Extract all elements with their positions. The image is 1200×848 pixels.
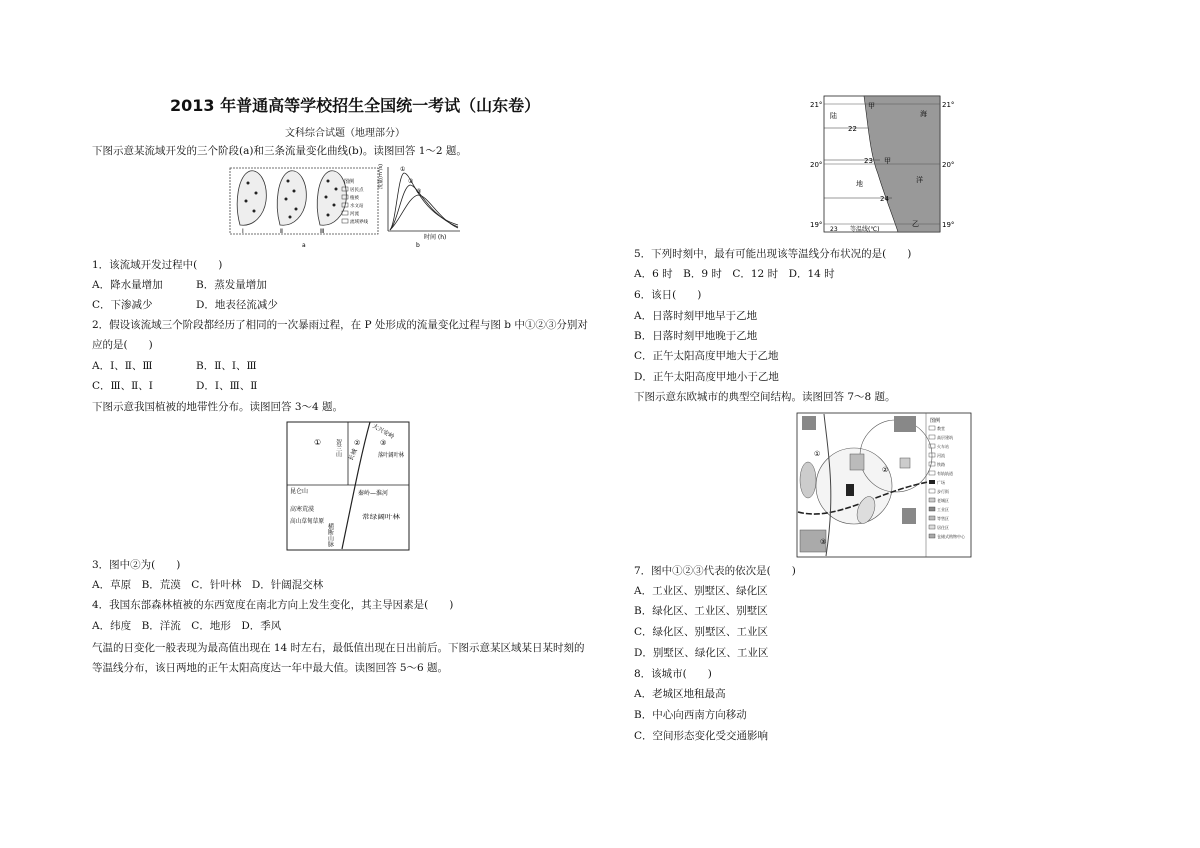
region-2: ② (354, 439, 361, 447)
label-luoye: 落叶阔叶林 (378, 452, 409, 459)
q8-opt-c: C．空间形态变化受交通影响 (634, 730, 769, 742)
intro-q3-4: 下图示意我国植被的地带性分布。读图回答 3～4 题。 (92, 401, 344, 413)
label-kunlun: 昆仑山 (290, 488, 309, 495)
city-marker-1: ① (814, 450, 821, 458)
label-gaoshan: 高山草甸草原 (290, 518, 327, 525)
q5: 5．下列时刻中，最有可能出现该等温线分布状况的是( ) (634, 248, 912, 260)
label-changlv: 常绿阔叶林 (362, 514, 393, 521)
q2-line1: 2．假设该流域三个阶段都经历了相同的一次暴雨过程，在 P 处形成的流量变化过程与图 b 中①②③分别对 (92, 319, 588, 331)
city-marker-3: ③ (820, 538, 827, 546)
label-daxinganling: 大兴安岭 (371, 422, 396, 441)
legend-title-a: 图例 (344, 179, 355, 185)
label-changcheng: 长城 (347, 447, 359, 462)
legend-iso-val: 23 (830, 226, 838, 233)
q2-opt-a: A．Ⅰ、Ⅱ、Ⅲ (92, 360, 153, 372)
q6-opt-a: A．日落时刻甲地早于乙地 (634, 310, 758, 322)
intro-q1-2: 下图示意某流域开发的三个阶段(a)和三条流量变化曲线(b)。读图回答 1～2 题。 (92, 145, 467, 157)
intro-q5-6-line2: 等温线分布，该日两地的正午太阳高度达一年中最大值。读图回答 5～6 题。 (92, 662, 449, 674)
city-legend-13: 仓储式购物中心 (937, 534, 965, 539)
region-3: ③ (380, 439, 387, 447)
q1-opt-b: B．蒸发量增加 (196, 279, 267, 291)
region-1: ① (314, 438, 322, 447)
label-helanshan: 贺兰山 (334, 439, 342, 457)
city-legend-7: 广场 (937, 480, 945, 485)
label-hai: 海 (920, 110, 927, 118)
q2-line2: 应的是( ) (92, 339, 153, 351)
city-legend-9: 老城区 (937, 498, 949, 503)
city-marker-2: ② (882, 466, 889, 474)
city-legend-4: 河流 (937, 453, 945, 458)
stage-1: Ⅰ (242, 228, 244, 235)
label-di: 地 (856, 180, 863, 188)
q3: 3．图中②为( ) (92, 559, 181, 571)
q5-opts: A．6 时 B．9 时 C．12 时 D．14 时 (634, 268, 835, 280)
lat-20-right: 20° (942, 161, 955, 169)
city-legend-6: 有轨轨道 (937, 471, 953, 476)
legend-item-3: 水文站 (350, 204, 364, 209)
label-lu: 陆 (830, 112, 837, 120)
q1-opt-a: A．降水量增加 (92, 279, 163, 291)
page-subtitle: 文科综合试题（地理部分） (285, 128, 405, 139)
q4: 4．我国东部森林植被的东西宽度在南北方向上发生变化，其主导因素是( ) (92, 599, 454, 611)
city-legend-3: 火车站 (937, 444, 949, 449)
city-legend-2: 高层建筑 (937, 435, 953, 440)
legend-item-1: 居民点 (350, 188, 364, 193)
figure-city (796, 412, 972, 558)
label-b: b (416, 242, 420, 249)
label-jia: 甲 (868, 102, 875, 110)
page-title: 2013 年普通高等学校招生全国统一考试（山东卷） (170, 96, 541, 115)
label-yang: 洋 (916, 176, 923, 184)
q6-opt-b: B．日落时刻甲地晚于乙地 (634, 330, 758, 342)
q2-opt-b: B．Ⅱ、Ⅰ、Ⅲ (196, 360, 257, 372)
intro-q5-6-line1: 气温的日变化一般表现为最高值出现在 14 时左右，最低值出现在日出前后。下图示意某区域某日某时刻的 (92, 642, 585, 654)
q1-opt-c: C．下渗减少 (92, 299, 153, 311)
q2-opt-c: C．Ⅲ、Ⅱ、Ⅰ (92, 380, 153, 392)
q6-opt-d: D．正午太阳高度甲地小于乙地 (634, 371, 779, 383)
label-gaohan: 高寒荒漠 (290, 506, 315, 513)
iso-22: 22 (848, 125, 857, 133)
q7: 7．图中①②③代表的依次是( ) (634, 565, 796, 577)
q7-opt-a: A．工业区、别墅区、绿化区 (634, 585, 768, 597)
label-hengduan: 横断山脉 (326, 523, 334, 547)
stage-2: Ⅱ (280, 228, 283, 235)
city-legend-11: 等售区 (937, 516, 949, 521)
legend-item-5: 流域界线 (350, 220, 368, 225)
y-axis-label: 流量(m³/s) (378, 163, 384, 189)
curve-3: ③ (416, 188, 422, 195)
figure-vegetation (286, 421, 410, 551)
legend-item-2: 植被 (350, 196, 359, 201)
city-legend-8: 步行街 (937, 489, 949, 494)
curve-2: ② (408, 178, 414, 185)
city-legend-12: 居住区 (937, 525, 949, 530)
legend-iso: 等温线(℃) (850, 226, 880, 233)
q4-opts: A．纬度 B．洋流 C．地形 D．季风 (92, 620, 282, 632)
label-a: a (302, 242, 306, 249)
x-axis-label: 时间 (h) (424, 234, 447, 241)
q6-opt-c: C．正午太阳高度甲地大于乙地 (634, 350, 779, 362)
label-yi: 乙 (912, 220, 919, 228)
lat-19-left: 19° (810, 221, 823, 229)
lat-21-left: 21° (810, 101, 823, 109)
figure-watershed (228, 163, 464, 251)
q7-opt-b: B．绿化区、工业区、别墅区 (634, 605, 768, 617)
figure-isotherm (808, 94, 958, 236)
lat-20-left: 20° (810, 161, 823, 169)
city-legend-10: 工业区 (937, 507, 949, 512)
q8-opt-b: B．中心向西南方向移动 (634, 709, 747, 721)
legend-item-4: 河流 (350, 212, 359, 217)
q1-opt-d: D．地表径流减少 (196, 299, 278, 311)
q1: 1．该流域开发过程中( ) (92, 259, 223, 271)
curve-1: ① (400, 166, 406, 173)
intro-q7-8: 下图示意东欧城市的典型空间结构。读图回答 7～8 题。 (634, 391, 896, 403)
lat-21-right: 21° (942, 101, 955, 109)
q3-opts: A．草原 B．荒漠 C．针叶林 D．针阔混交林 (92, 579, 324, 591)
city-legend-title: 图例 (930, 418, 941, 424)
label-qinling: 秦岭—淮河 (358, 490, 389, 497)
q7-opt-c: C．绿化区、别墅区、工业区 (634, 626, 769, 638)
iso-24: 24 (880, 195, 889, 203)
stage-3: Ⅲ (320, 228, 325, 235)
city-legend-5: 铁路 (937, 462, 945, 467)
q8-opt-a: A．老城区地租最高 (634, 688, 726, 700)
q8: 8．该城市( ) (634, 668, 712, 680)
q6: 6．该日( ) (634, 289, 702, 301)
label-bing: 甲 (884, 157, 891, 165)
iso-23: 23 (864, 157, 873, 165)
lat-19-right: 19° (942, 221, 955, 229)
q2-opt-d: D．Ⅰ、Ⅲ、Ⅱ (196, 380, 258, 392)
city-legend-1: 教堂 (937, 426, 945, 431)
q7-opt-d: D．别墅区、绿化区、工业区 (634, 647, 769, 659)
